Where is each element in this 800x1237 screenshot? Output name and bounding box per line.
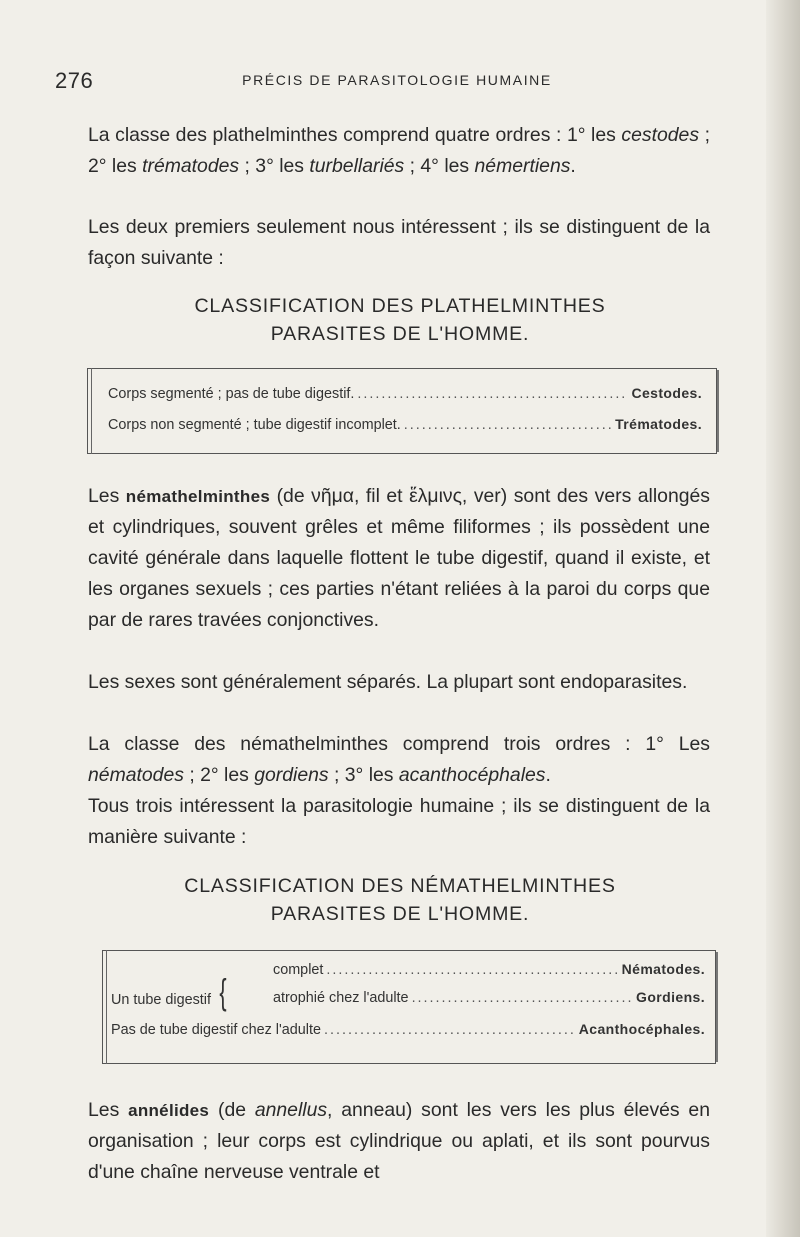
paragraph-distinction-intro: Les deux premiers seulement nous intéressent ; ils se distinguent de la façon suivante : [88, 216, 710, 269]
paragraph-nemathelminthes-definition [88, 481, 710, 636]
italic-term: nématodes [88, 764, 184, 786]
dot-leader [357, 386, 628, 402]
page-header [55, 68, 715, 98]
text-run: Les [88, 485, 126, 507]
table2-row-label: complet [273, 962, 324, 978]
text-run: ; 4° les [404, 155, 475, 177]
table1-title-line2: PARASITES DE L'HOMME. [270, 323, 530, 345]
table1-row-trematodes [108, 416, 702, 433]
table2-group-label-wrap [111, 971, 235, 1012]
text-run: ; 3° les [328, 764, 399, 786]
paragraph-sexes: Les sexes sont généralement séparés. La plupart sont endoparasites. [88, 671, 688, 693]
dot-leader [404, 417, 612, 433]
text-run: La classe des plathelminthes comprend quatre ordres : 1° les [88, 124, 622, 146]
table1-box [87, 368, 717, 454]
table1-title [70, 292, 730, 348]
table1-row-cestodes [108, 385, 702, 402]
table2-row-gordiens [273, 989, 705, 1006]
table2-row-result: Gordiens. [636, 989, 705, 1005]
italic-term: acanthocéphales [398, 764, 546, 786]
table1-title-line1: CLASSIFICATION DES PLATHELMINTHES [194, 295, 606, 317]
text-run: ; 2° les [183, 764, 255, 786]
text-run: ; 3° les [239, 155, 310, 177]
paragraph-plathelminthes-orders [88, 120, 710, 182]
table2-row-label: Pas de tube digestif chez l'adulte [111, 1022, 321, 1038]
table2-box [102, 950, 716, 1064]
table2-title-line2: PARASITES DE L'HOMME. [270, 903, 530, 925]
paragraph-annelides [88, 1095, 710, 1188]
italic-term: némertiens [474, 155, 571, 177]
brace-glyph: { [219, 971, 227, 1012]
table2-row-result: Acanthocéphales. [578, 1021, 705, 1037]
table2-title-line1: CLASSIFICATION DES NÉMATHELMINTHES [184, 875, 616, 897]
italic-term: annellus [254, 1099, 328, 1121]
bold-term: némathelminthes [125, 487, 271, 506]
table2-title [70, 872, 730, 928]
table1-row-label: Corps segmenté ; pas de tube digestif. [108, 386, 355, 402]
italic-term: cestodes [621, 124, 700, 146]
page-number: 276 [55, 68, 94, 93]
text-run: ; 2° les [88, 124, 710, 177]
text-run: La classe des némathelminthes comprend trois ordres : 1° Les [88, 733, 710, 755]
text-run: . [570, 155, 576, 177]
italic-term: turbellariés [309, 155, 405, 177]
dot-leader [412, 990, 633, 1006]
table1-row-result: Cestodes. [631, 385, 702, 401]
text-run: , anneau) sont les vers les plus élevés en organisation ; leur corps est cylindrique ou aplati, et ils sont pourvus d'une chaîne nerveuse ventrale et [88, 1099, 710, 1183]
table2-row-result: Nématodes. [621, 961, 705, 977]
table2-row-nematodes [273, 961, 705, 978]
text-run: . [545, 764, 551, 786]
table2-row-acanthocephales [111, 1021, 705, 1038]
table2-group-label: Un tube digestif [111, 992, 211, 1008]
page-binding-edge [766, 0, 800, 1237]
paragraph-distinction-intro-2: Tous trois intéressent la parasitologie humaine ; ils se distinguent de la manière suivante : [88, 795, 710, 848]
table1-row-result: Trématodes. [615, 416, 702, 432]
dot-leader [324, 1022, 576, 1038]
table1-row-label: Corps non segmenté ; tube digestif incomplet. [108, 417, 401, 433]
text-run: (de νῆμα, fil et ἕλμινς, ver) sont des vers allongés et cylindriques, souvent grêles et même filiformes ; ils possèdent une cavité générale dans laquelle flottent le tube digestif, quand il existe, et les organes sexuels ; ces parties n'étant reliées à la paroi du corps que par de rares travées conjonctives. [88, 485, 711, 631]
dot-leader [326, 962, 618, 978]
bold-term: annélides [128, 1101, 210, 1120]
italic-term: trématodes [142, 155, 240, 177]
table2-row-label: atrophié chez l'adulte [273, 990, 409, 1006]
text-run: Les [88, 1099, 129, 1121]
italic-term: gordiens [254, 764, 329, 786]
text-run: (de [209, 1099, 255, 1121]
running-title: PRÉCIS DE PARASITOLOGIE HUMAINE [242, 72, 552, 88]
paragraph-nemathelminthes-orders [88, 729, 710, 791]
